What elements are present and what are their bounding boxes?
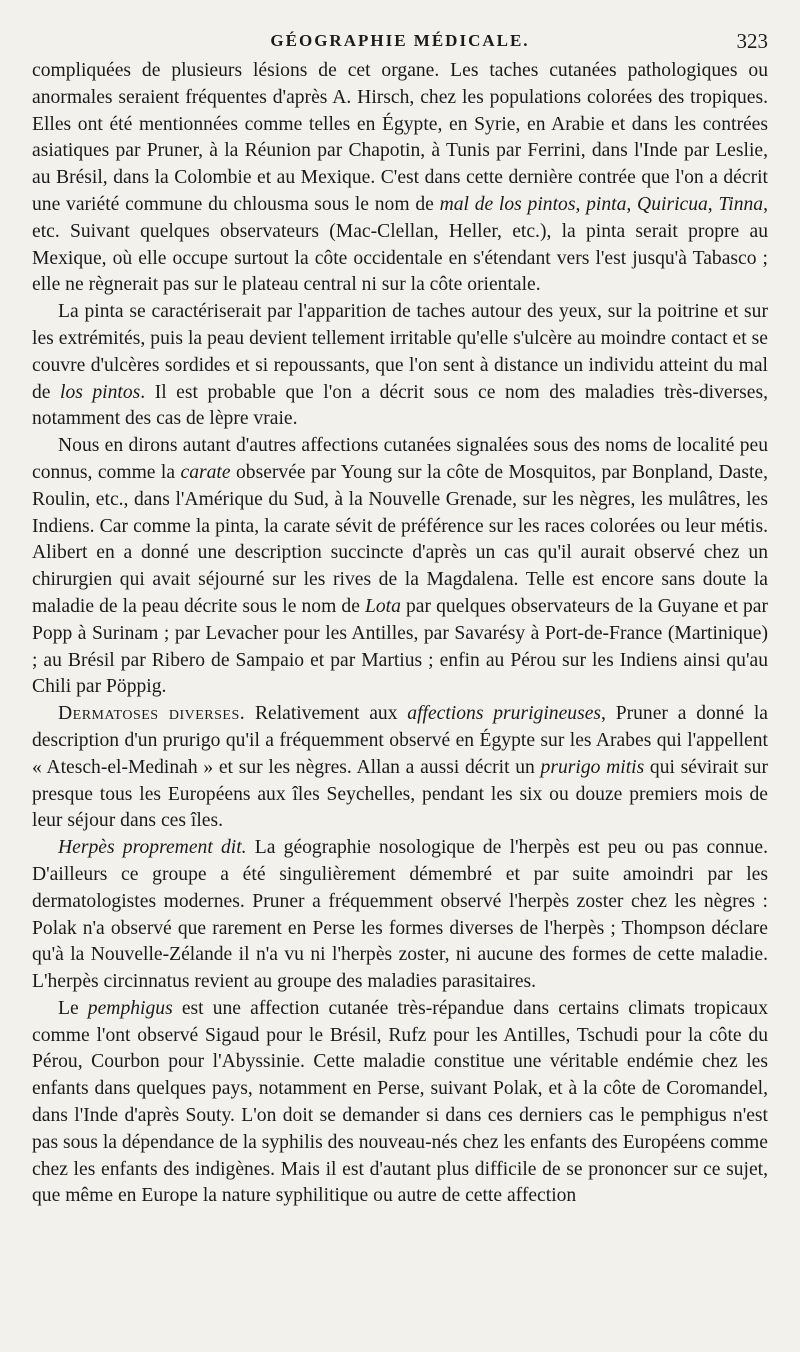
- italic-term: carate: [180, 461, 231, 483]
- text-run: qui sévirait sur presque tous les Européens aux îles Seychelles, pendant les six ou douze premiers mois de leur séjour dans ces îles.: [32, 756, 768, 832]
- paragraph: [32, 433, 768, 701]
- text-run: par quelques observateurs de la Guyane et par Popp à Surinam ; par Levacher pour les Antilles, par Savarésy à Port-de-France (Martinique) ; au Brésil par Ribero de Sampaio et par Martius ; enfin au Pérou sur les Indiens ainsi qu'au Chili par Pöppig.: [32, 595, 768, 698]
- page-number: 323: [736, 29, 768, 53]
- paragraph: [32, 701, 768, 835]
- italic-term: affections prurigineuses: [407, 703, 602, 725]
- italic-term: Herpès proprement dit.: [58, 837, 247, 859]
- paragraph: [32, 58, 768, 299]
- text-run: , Pruner a donné la description d'un prurigo qu'il a fréquemment observé en Égypte sur les Arabes qui l'appellent « Atesch-el-Medinah » et sur les nègres. Allan a aussi décrit un: [32, 703, 769, 778]
- text-run: ,: [626, 193, 638, 215]
- paragraph: [32, 299, 768, 433]
- running-head: [32, 24, 768, 58]
- text-run: . Il est probable que l'on a décrit sous ce nom des maladies très-diverses, notamment des cas de lèpre vraie.: [32, 381, 768, 430]
- text-run: est une affection cutanée très-répandue dans certains climats tropicaux comme l'ont observé Sigaud pour le Brésil, Rufz pour les Antilles, Tschudi pour la côte du Pérou, Courbon pour l'Abyssinie. Cette maladie constitue une véritable endémie chez les enfants dans quelques pays, notamment en Perse, suivant Polak, et à la côte de Coromandel, dans l'Inde d'après Souty. L'on doit se demander si dans ces derniers cas le pemphigus n'est pas sous la dépendance de la syphilis des nouveau-nés chez les enfants des Européens comme chez les enfants des indigènes. Mais il est d'autant plus difficile de se prononcer sur ce sujet, que même en Europe la nature syphilitique ou autre de cette affection: [32, 997, 768, 1207]
- text-run: La pinta se caractériserait par l'apparition de taches autour des yeux, sur la poitrine et sur les extrémités, puis la peau devient tellement irritable qu'elle s'ulcère au moindre contact et se couvre d'ulcères sordides et si repoussants, que l'on sent à distance un individu atteint du mal de: [32, 301, 768, 403]
- body-text: [32, 58, 768, 1210]
- running-head-title: GÉOGRAPHIE MÉDICALE.: [270, 31, 530, 50]
- text-run: compliquées de plusieurs lésions de cet organe. Les taches cutanées pathologiques ou anormales seraient fréquentes d'après A. Hirsch, chez les populations colorées des tropiques. Elles ont été mentionnées comme telles en Égypte, en Syrie, en Arabie et dans les contrées asiatiques par Pruner, à la Réunion par Chapotin, à Tunis par Ferrini, dans l'Inde par Leslie, au Brésil, dans la Colombie et au Mexique. C'est dans cette dernière contrée que l'on a décrit une variété commune du chlousma sous le nom de: [32, 60, 768, 215]
- text-run: Nous en dirons autant d'autres affections cutanées signalées sous des noms de localité peu connus, comme la: [32, 435, 768, 483]
- italic-term: mal de los pintos: [439, 193, 576, 215]
- text-run: Le: [58, 997, 88, 1019]
- text-run: ,: [707, 193, 719, 215]
- text-run: Relativement aux: [245, 703, 408, 725]
- italic-term: pemphigus: [87, 997, 173, 1019]
- text-run: observée par Young sur la côte de Mosquitos, par Bonpland, Daste, Roulin, etc., dans l'Amérique du Sud, à la Nouvelle Grenade, sur les nègres, les mulâtres, les Indiens. Car comme la pinta, la carate sévit de préférence sur les races colorées ou leur métis. Alibert en a donné une description succincte d'après un cas qu'il aurait observé chez un chirurgien qui avait séjourné sur les rives de la Magdalena. Telle est encore sans doute la maladie de la peau décrite sous le nom de: [32, 461, 768, 617]
- paragraph: [32, 835, 768, 996]
- italic-term: pinta: [586, 193, 627, 215]
- paragraph: [32, 996, 768, 1210]
- italic-term: Tinna: [718, 193, 764, 215]
- italic-term: prurigo mitis: [540, 756, 645, 778]
- italic-term: los pintos: [60, 381, 141, 403]
- section-heading: Dermatoses diverses.: [58, 703, 246, 725]
- italic-term: Lota: [364, 595, 401, 617]
- text-run: , etc. Suivant quelques observateurs (Mac-Clellan, Heller, etc.), la pinta serait propre au Mexique, où elle occupe surtout la côte occidentale en s'étendant vers l'est jusqu'à Tabasco ; elle ne règnerait pas sur le plateau central ni sur la côte orientale.: [32, 193, 769, 296]
- text-run: La géographie nosologique de l'herpès est peu ou pas connue. D'ailleurs ce groupe a été singulièrement démembré et par suite amoindri par les dermatologistes modernes. Pruner a fréquemment observé l'herpès zoster chez les nègres : Polak n'a observé que rarement en Perse les formes diverses de l'herpès ; Thompson déclare qu'à la Nouvelle-Zélande il n'a vu ni l'herpès zoster, ni aucune des formes de cette maladie. L'herpès circinnatus revient au groupe des maladies parasitaires.: [32, 837, 768, 993]
- text-run: ,: [575, 193, 587, 215]
- italic-term: Quiricua: [637, 193, 708, 215]
